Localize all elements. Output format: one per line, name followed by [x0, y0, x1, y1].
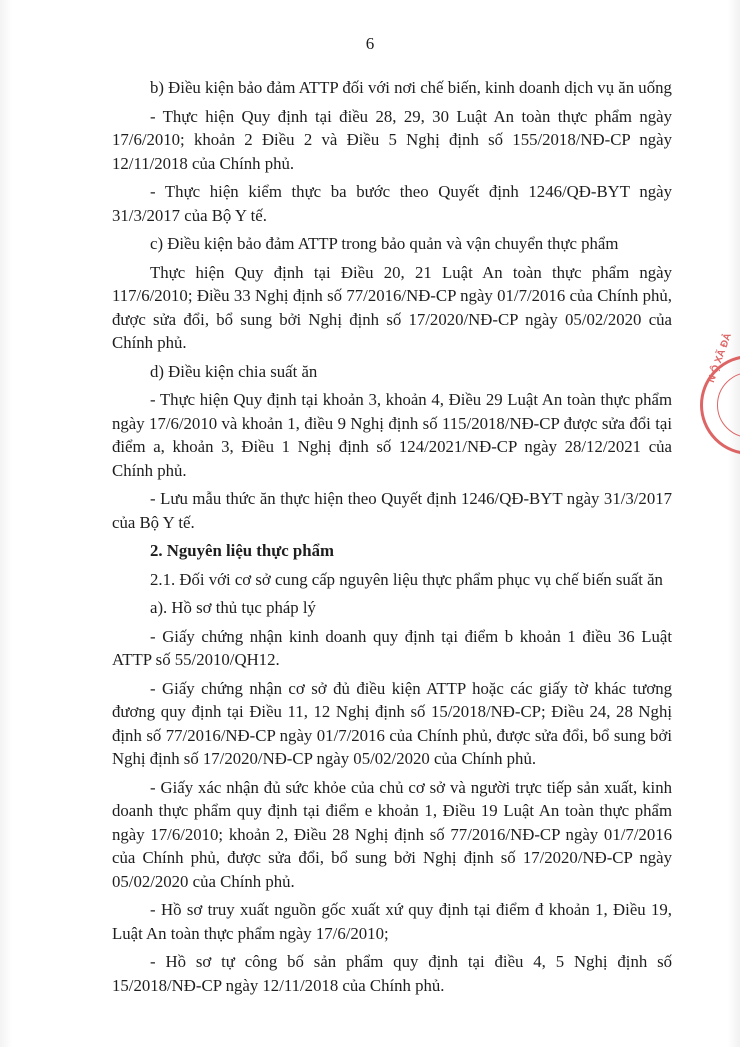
paragraph: - Thực hiện Quy định tại điều 28, 29, 30 Luật An toàn thực phẩm ngày 17/6/2010; khoản 2 Điều 2 và Điều 5 Nghị định số 155/2018/NĐ-CP ngày 12/11/2018 của Chính phủ. — [112, 106, 672, 173]
paragraph: - Thực hiện kiểm thực ba bước theo Quyết định 1246/QĐ-BYT ngày 31/3/2017 của Bộ Y tế. — [112, 182, 672, 225]
document-body — [112, 76, 672, 997]
page-number: 6 — [365, 34, 375, 53]
stamp-text: N Ộ XÃ ĐẢ — [705, 331, 734, 385]
red-seal-stamp — [700, 331, 740, 455]
paragraph-b-heading: b) Điều kiện bảo đảm ATTP đối với nơi chế biến, kinh doanh dịch vụ ăn uống — [150, 78, 672, 97]
paragraph: - Giấy xác nhận đủ sức khỏe của chủ cơ sở và người trực tiếp sản xuất, kinh doanh thực phẩm quy định tại điểm e khoản 1, Điều 19 Luật An toàn thực phẩm ngày 17/6/2010; khoản 2, Điều 28 Nghị định số 77/2016/NĐ-CP ngày 01/7/2016 của Chính phủ, được sửa đổi, bổ sung bởi Nghị định số 17/2020/NĐ-CP ngày 05/02/2020 của Chính phủ. — [112, 777, 672, 891]
section-heading: 2. Nguyên liệu thực phẩm — [150, 541, 334, 560]
paragraph: - Hồ sơ truy xuất nguồn gốc xuất xứ quy định tại điểm đ khoản 1, Điều 19, Luật An toàn thực phẩm ngày 17/6/2010; — [112, 900, 672, 943]
paragraph-a-heading: a). Hồ sơ thủ tục pháp lý — [150, 598, 316, 617]
stamp-inner-ring — [717, 372, 740, 438]
subsection-heading: 2.1. Đối với cơ sở cung cấp nguyên liệu thực phẩm phục vụ chế biến suất ăn — [150, 569, 663, 589]
paragraph: - Hồ sơ tự công bố sản phẩm quy định tại điều 4, 5 Nghị định số 15/2018/NĐ-CP ngày 12/11/2018 của Chính phủ. — [112, 952, 672, 995]
paragraph: Thực hiện Quy định tại Điều 20, 21 Luật An toàn thực phẩm ngày 117/6/2010; Điều 33 Nghị định số 77/2016/NĐ-CP ngày 01/7/2016 của Chính phủ, được sửa đổi, bổ sung bởi Nghị định số 17/2020/NĐ-CP ngày 05/02/2020 của Chính phủ. — [112, 262, 672, 352]
paragraph-c-heading: c) Điều kiện bảo đảm ATTP trong bảo quản và vận chuyển thực phẩm — [150, 234, 619, 253]
paragraph: - Giấy chứng nhận cơ sở đủ điều kiện ATTP hoặc các giấy tờ khác tương đương quy định tại Điều 11, 12 Nghị định số 15/2018/NĐ-CP; Điều 24, 28 Nghị định số 77/2016/NĐ-CP ngày 01/7/2016 của Chính phủ, được sửa đổi, bổ sung bởi Nghị định số 17/2020/NĐ-CP ngày 05/02/2020 của Chính phủ. — [112, 678, 672, 768]
paragraph: - Lưu mẫu thức ăn thực hiện theo Quyết định 1246/QĐ-BYT ngày 31/3/2017 của Bộ Y tế. — [112, 489, 672, 532]
paragraph-d-heading: d) Điều kiện chia suất ăn — [150, 361, 318, 381]
paragraph: - Giấy chứng nhận kinh doanh quy định tại điểm b khoản 1 điều 36 Luật ATTP số 55/2010/QH12. — [112, 626, 672, 669]
paragraph: - Thực hiện Quy định tại khoản 3, khoản 4, Điều 29 Luật An toàn thực phẩm ngày 17/6/2010 và khoản 1, điều 9 Nghị định số 115/2018/NĐ-CP được sửa đổi tại điểm a, khoản 3, Điều 1 Nghị định số 124/2021/NĐ-CP ngày 28/12/2021 của Chính phủ. — [112, 390, 672, 480]
